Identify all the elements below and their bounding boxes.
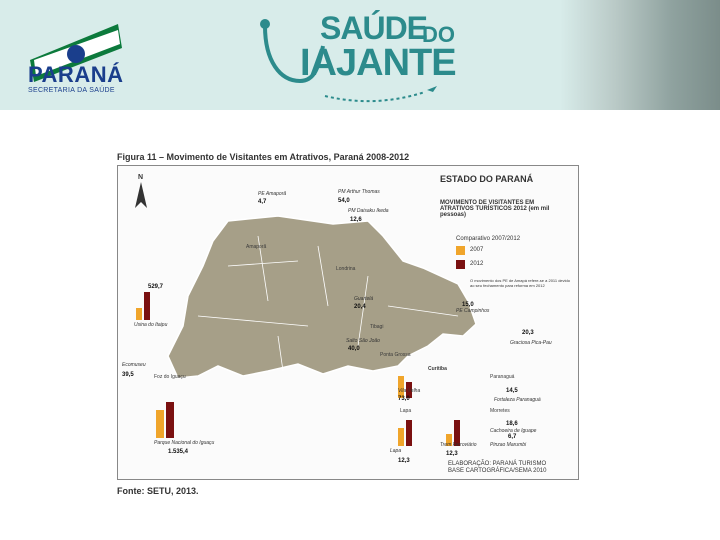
attraction-value: 12,3 <box>446 451 458 457</box>
attraction-label: Trem Ferroviário <box>440 442 477 448</box>
comparativo-label: Comparativo 2007/2012 <box>456 236 521 242</box>
bar-2007 <box>398 428 404 446</box>
city-label: Ponta Grossa <box>380 352 411 358</box>
map-credit: BASE CARTOGRÁFICA/SEMA 2010 <box>448 468 547 474</box>
attraction-value: 14,5 <box>506 388 518 394</box>
bar-pair <box>398 376 414 398</box>
attraction-label: PM Daisaku Ikeda <box>348 208 389 214</box>
bar-2012 <box>144 292 150 320</box>
brand-name: PARANÁ <box>28 62 124 87</box>
legend-swatch-2007 <box>456 246 465 255</box>
attraction-label: Fortaleza Paranaguá <box>494 397 541 403</box>
attraction-label: Ecomuseu <box>122 362 146 368</box>
box-title: MOVIMENTO DE VISITANTES EM ATRATIVOS TURÍSTICOS 2012 (em mil pessoas) <box>440 200 550 218</box>
attraction-label: PE Amaporã <box>258 191 287 197</box>
attraction-value: 18,6 <box>506 421 518 427</box>
map-note: O movimento dos PE de Amapá refere-se a 2011 devido ao seu fechamento para reforma em 2012 <box>470 278 570 288</box>
city-label: Paranaguá <box>490 374 515 380</box>
attraction-label: Guartelá <box>354 296 374 302</box>
bar-pair <box>398 420 414 446</box>
north-label: N <box>138 174 144 181</box>
bar-pair <box>156 402 176 438</box>
header-banner <box>0 0 720 110</box>
bar-2007 <box>136 308 142 320</box>
attraction-value: 12,3 <box>398 458 410 464</box>
traveler-photo <box>560 0 720 110</box>
legend-label-2012: 2012 <box>470 261 484 267</box>
attraction-value: 6,7 <box>508 434 517 440</box>
attraction-value: 529,7 <box>148 284 164 290</box>
city-label: Foz do Iguaçu <box>154 374 186 380</box>
attraction-value: 39,5 <box>122 372 134 378</box>
map-credit: ELABORAÇÃO: PARANÁ TURISMO <box>448 461 547 467</box>
title-do: DO <box>422 22 455 47</box>
attraction-value: 20,3 <box>522 330 534 336</box>
title-saude: SAÚDE <box>320 10 428 46</box>
brand-subtitle: SECRETARIA DA SAÚDE <box>28 87 115 94</box>
parana-map <box>158 206 488 416</box>
north-arrow-icon <box>134 182 148 210</box>
attraction-label: PE Campinhos <box>456 308 490 314</box>
title-viajante: IAJANTE <box>300 42 456 84</box>
map-title: ESTADO DO PARANÁ <box>440 174 534 184</box>
attraction-value: 54,0 <box>338 198 350 204</box>
attraction-label: PM Arthur Thomas <box>338 189 380 195</box>
attraction-label: Salto São João <box>346 338 380 344</box>
map-figure <box>117 165 579 480</box>
city-label: Tibagi <box>370 324 384 330</box>
attraction-label: Usina do Itaipu <box>134 322 168 328</box>
attraction-value: 73,0 <box>398 396 410 402</box>
bar-2012 <box>166 402 174 438</box>
attraction-label: Pinzao Marumbi <box>490 442 527 448</box>
attraction-label: Graciosa Pica-Pau <box>510 340 552 346</box>
figure-title: Figura 11 – Movimento de Visitantes em Atrativos, Paraná 2008-2012 <box>117 152 410 162</box>
attraction-value: 1.535,4 <box>168 449 189 455</box>
attraction-label: Vila Velha <box>398 388 421 394</box>
legend-label-2007: 2007 <box>470 247 484 253</box>
attraction-label: Cachoeira de Iguape <box>490 428 537 434</box>
attraction-value: 20,4 <box>354 304 366 310</box>
attraction-value: 12,6 <box>350 217 362 223</box>
city-label: Lapa <box>400 408 412 414</box>
attraction-label: Parque Nacional do Iguaçu <box>154 440 215 446</box>
attraction-value: 15,0 <box>462 302 474 308</box>
figure-source: Fonte: SETU, 2013. <box>117 486 199 496</box>
attraction-label: Lapa <box>390 448 402 454</box>
bar-pair <box>136 292 152 320</box>
city-label: Curitiba <box>428 366 447 372</box>
legend-swatch-2012 <box>456 260 465 269</box>
city-label: Londrina <box>336 266 356 272</box>
city-label: Morretes <box>490 408 510 414</box>
bar-2012 <box>406 420 412 446</box>
bar-2007 <box>156 410 164 438</box>
city-label: Amaporã <box>246 244 267 250</box>
bar-2007 <box>398 376 404 398</box>
attraction-value: 40,0 <box>348 346 360 352</box>
attraction-value: 4,7 <box>258 199 267 205</box>
